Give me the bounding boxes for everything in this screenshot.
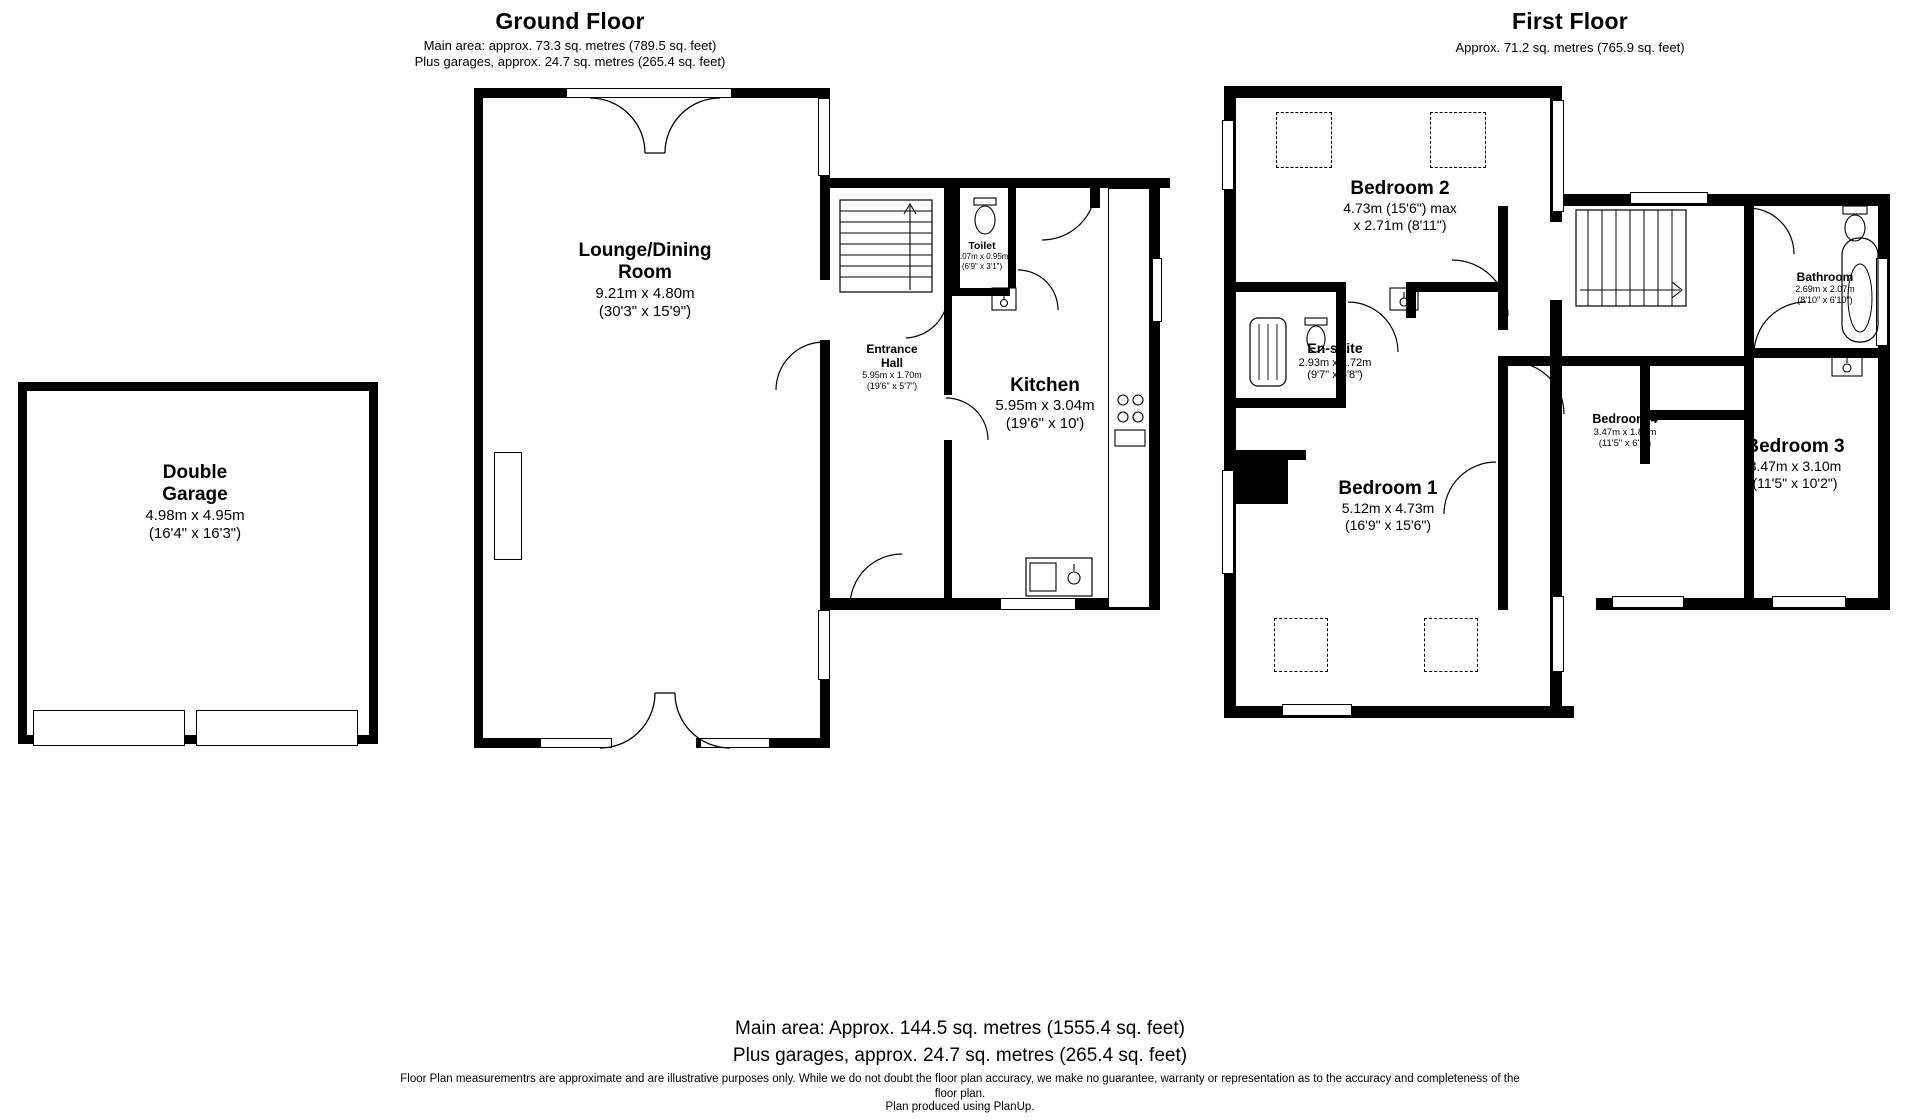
footer-disclaimer-line-2: floor plan.: [934, 1088, 986, 1100]
bed1-dashed-outline-left: [1274, 618, 1328, 672]
door-toilet: [1016, 268, 1062, 314]
bedroom4-dim-imperial: (11'5" x 6'1"): [1598, 437, 1652, 449]
bedroom2-dim-metric: 4.73m (15'6") max: [1343, 200, 1457, 217]
door-bed4: [1510, 360, 1568, 418]
window-bed3-bottom: [1772, 596, 1846, 608]
kitchen-label: Kitchen: [1010, 375, 1080, 396]
bed2-dashed-outline-left: [1276, 112, 1332, 168]
window-bed4-bottom: [1612, 596, 1684, 608]
entrance-hall-dim-imperial: (19'6" x 5'7"): [866, 380, 918, 391]
lounge-label-line-1: Lounge/Dining: [578, 240, 712, 261]
bedroom1-dim-metric: 5.12m x 4.73m: [1341, 500, 1435, 517]
bedroom1-dim-imperial: (16'9" x 15'6"): [1344, 516, 1432, 533]
window-landing-bottom: [1552, 596, 1564, 672]
bed2-dashed-outline-right: [1430, 112, 1486, 168]
door-arc-lounge-bottom: [600, 690, 730, 750]
bedroom3-dim-metric: 3.47m x 3.10m: [1748, 458, 1842, 475]
ensuite-dim-imperial: (9'7" x 5'8"): [1307, 369, 1363, 382]
lounge-fitted-unit: [494, 452, 522, 560]
garage-door-right: [196, 710, 358, 746]
ground-floor-area-line-1: Main area: approx. 73.3 sq. metres (789.5 sq. feet): [423, 38, 717, 53]
garage-door-left: [33, 710, 185, 746]
stairs-first: [1576, 210, 1696, 320]
ensuite-label: En-suite: [1307, 340, 1363, 356]
bathroom-dim-imperial: (8'10" x 6'10"): [1797, 294, 1853, 305]
garage-label-line-1: Double: [162, 462, 228, 483]
entrance-hall-dim-metric: 5.95m x 1.70m: [862, 370, 922, 381]
footer-disclaimer-line-1: Floor Plan measurementrs are approximate and are illustrative purposes only. While we do not doubt the floor plan accuracy, we make no guarantee, warranty or representation as to the accuracy and completeness of the: [400, 1073, 1520, 1085]
lounge-dim-imperial: (30'3" x 15'9"): [598, 302, 692, 320]
window-hall-right: [1152, 258, 1162, 322]
lounge-dim-metric: 9.21m x 4.80m: [595, 284, 695, 302]
window-lounge-top: [566, 88, 732, 98]
door-kitchen-side: [1040, 186, 1098, 244]
footer-disclaimer-line-3: Plan produced using PlanUp.: [885, 1101, 1035, 1113]
bathroom-dim-metric: 2.69m x 2.07m: [1795, 284, 1855, 295]
window-hall-left: [818, 98, 830, 176]
toilet-dim-metric: 2.07m x 0.95m: [955, 252, 1009, 262]
bedroom4-label: Bedroom 4: [1592, 412, 1658, 426]
bed1-dashed-outline-right: [1424, 618, 1478, 672]
first-floor-area-line-1: Approx. 71.2 sq. metres (765.9 sq. feet): [1455, 40, 1685, 55]
toilet-dim-imperial: (6'9" x 3'1"): [961, 261, 1003, 271]
door-arc-lounge-top: [590, 98, 720, 158]
bedroom3-label: Bedroom 3: [1745, 436, 1845, 457]
kitchen-sink-icon: [1026, 558, 1092, 598]
lounge-label-line-2: Room: [618, 262, 672, 284]
door-rear-lobby: [848, 552, 904, 608]
kitchen-dim-metric: 5.95m x 3.04m: [995, 397, 1095, 415]
window-bed2-top: [1630, 192, 1708, 204]
first-floor-title: First Floor: [1512, 8, 1628, 34]
door-bed3: [1752, 300, 1810, 358]
ground-floor-title: Ground Floor: [495, 8, 645, 34]
footer-garages: Plus garages, approx. 24.7 sq. metres (265.4 sq. feet): [732, 1045, 1188, 1066]
bedroom2-label: Bedroom 2: [1350, 178, 1450, 199]
bathroom-label: Bathroom: [1796, 270, 1854, 284]
window-kitchen-bottom: [1000, 598, 1076, 610]
toilet-label: Toilet: [968, 240, 996, 252]
basin-icon-bathroom: [1832, 352, 1864, 386]
basin-icon: [992, 288, 1018, 322]
garage-dim-metric: 4.98m x 4.95m: [145, 506, 245, 524]
ensuite-dim-metric: 2.93m x 1.72m: [1298, 356, 1372, 369]
door-bed2: [1448, 258, 1512, 320]
bedroom1-label: Bedroom 1: [1338, 478, 1438, 499]
bedroom2-dim-imperial: x 2.71m (8'11"): [1353, 216, 1447, 233]
door-bathroom: [1746, 206, 1798, 258]
bedroom3-dim-imperial: (11'5" x 10'2"): [1752, 474, 1838, 491]
garage-dim-imperial: (16'4" x 16'3"): [148, 524, 242, 542]
entrance-hall-label-line-2: Hall: [880, 356, 903, 371]
window-lounge-left-lower: [818, 610, 830, 680]
kitchen-dim-imperial: (19'6" x 10'): [1005, 415, 1085, 433]
window-bed2-right: [1552, 100, 1564, 212]
window-bed2-left: [1222, 120, 1234, 190]
window-bed1-left: [1222, 470, 1234, 574]
toilet-fixture-icon: [968, 198, 1002, 240]
entrance-hall-label-line-1: Entrance: [866, 342, 918, 356]
garage-label-line-2: Garage: [162, 484, 228, 506]
window-bed1-bottom: [1282, 704, 1352, 716]
door-hall-to-kitchen: [900, 290, 952, 344]
wc-icon-bathroom: [1838, 206, 1872, 250]
ground-floor-area-line-2: Plus garages, approx. 24.7 sq. metres (265.4 sq. feet): [414, 54, 726, 69]
footer-main-area: Main area: Approx. 144.5 sq. metres (1555.4 sq. feet): [735, 1018, 1185, 1039]
bedroom4-dim-metric: 3.47m x 1.86m: [1593, 426, 1657, 438]
